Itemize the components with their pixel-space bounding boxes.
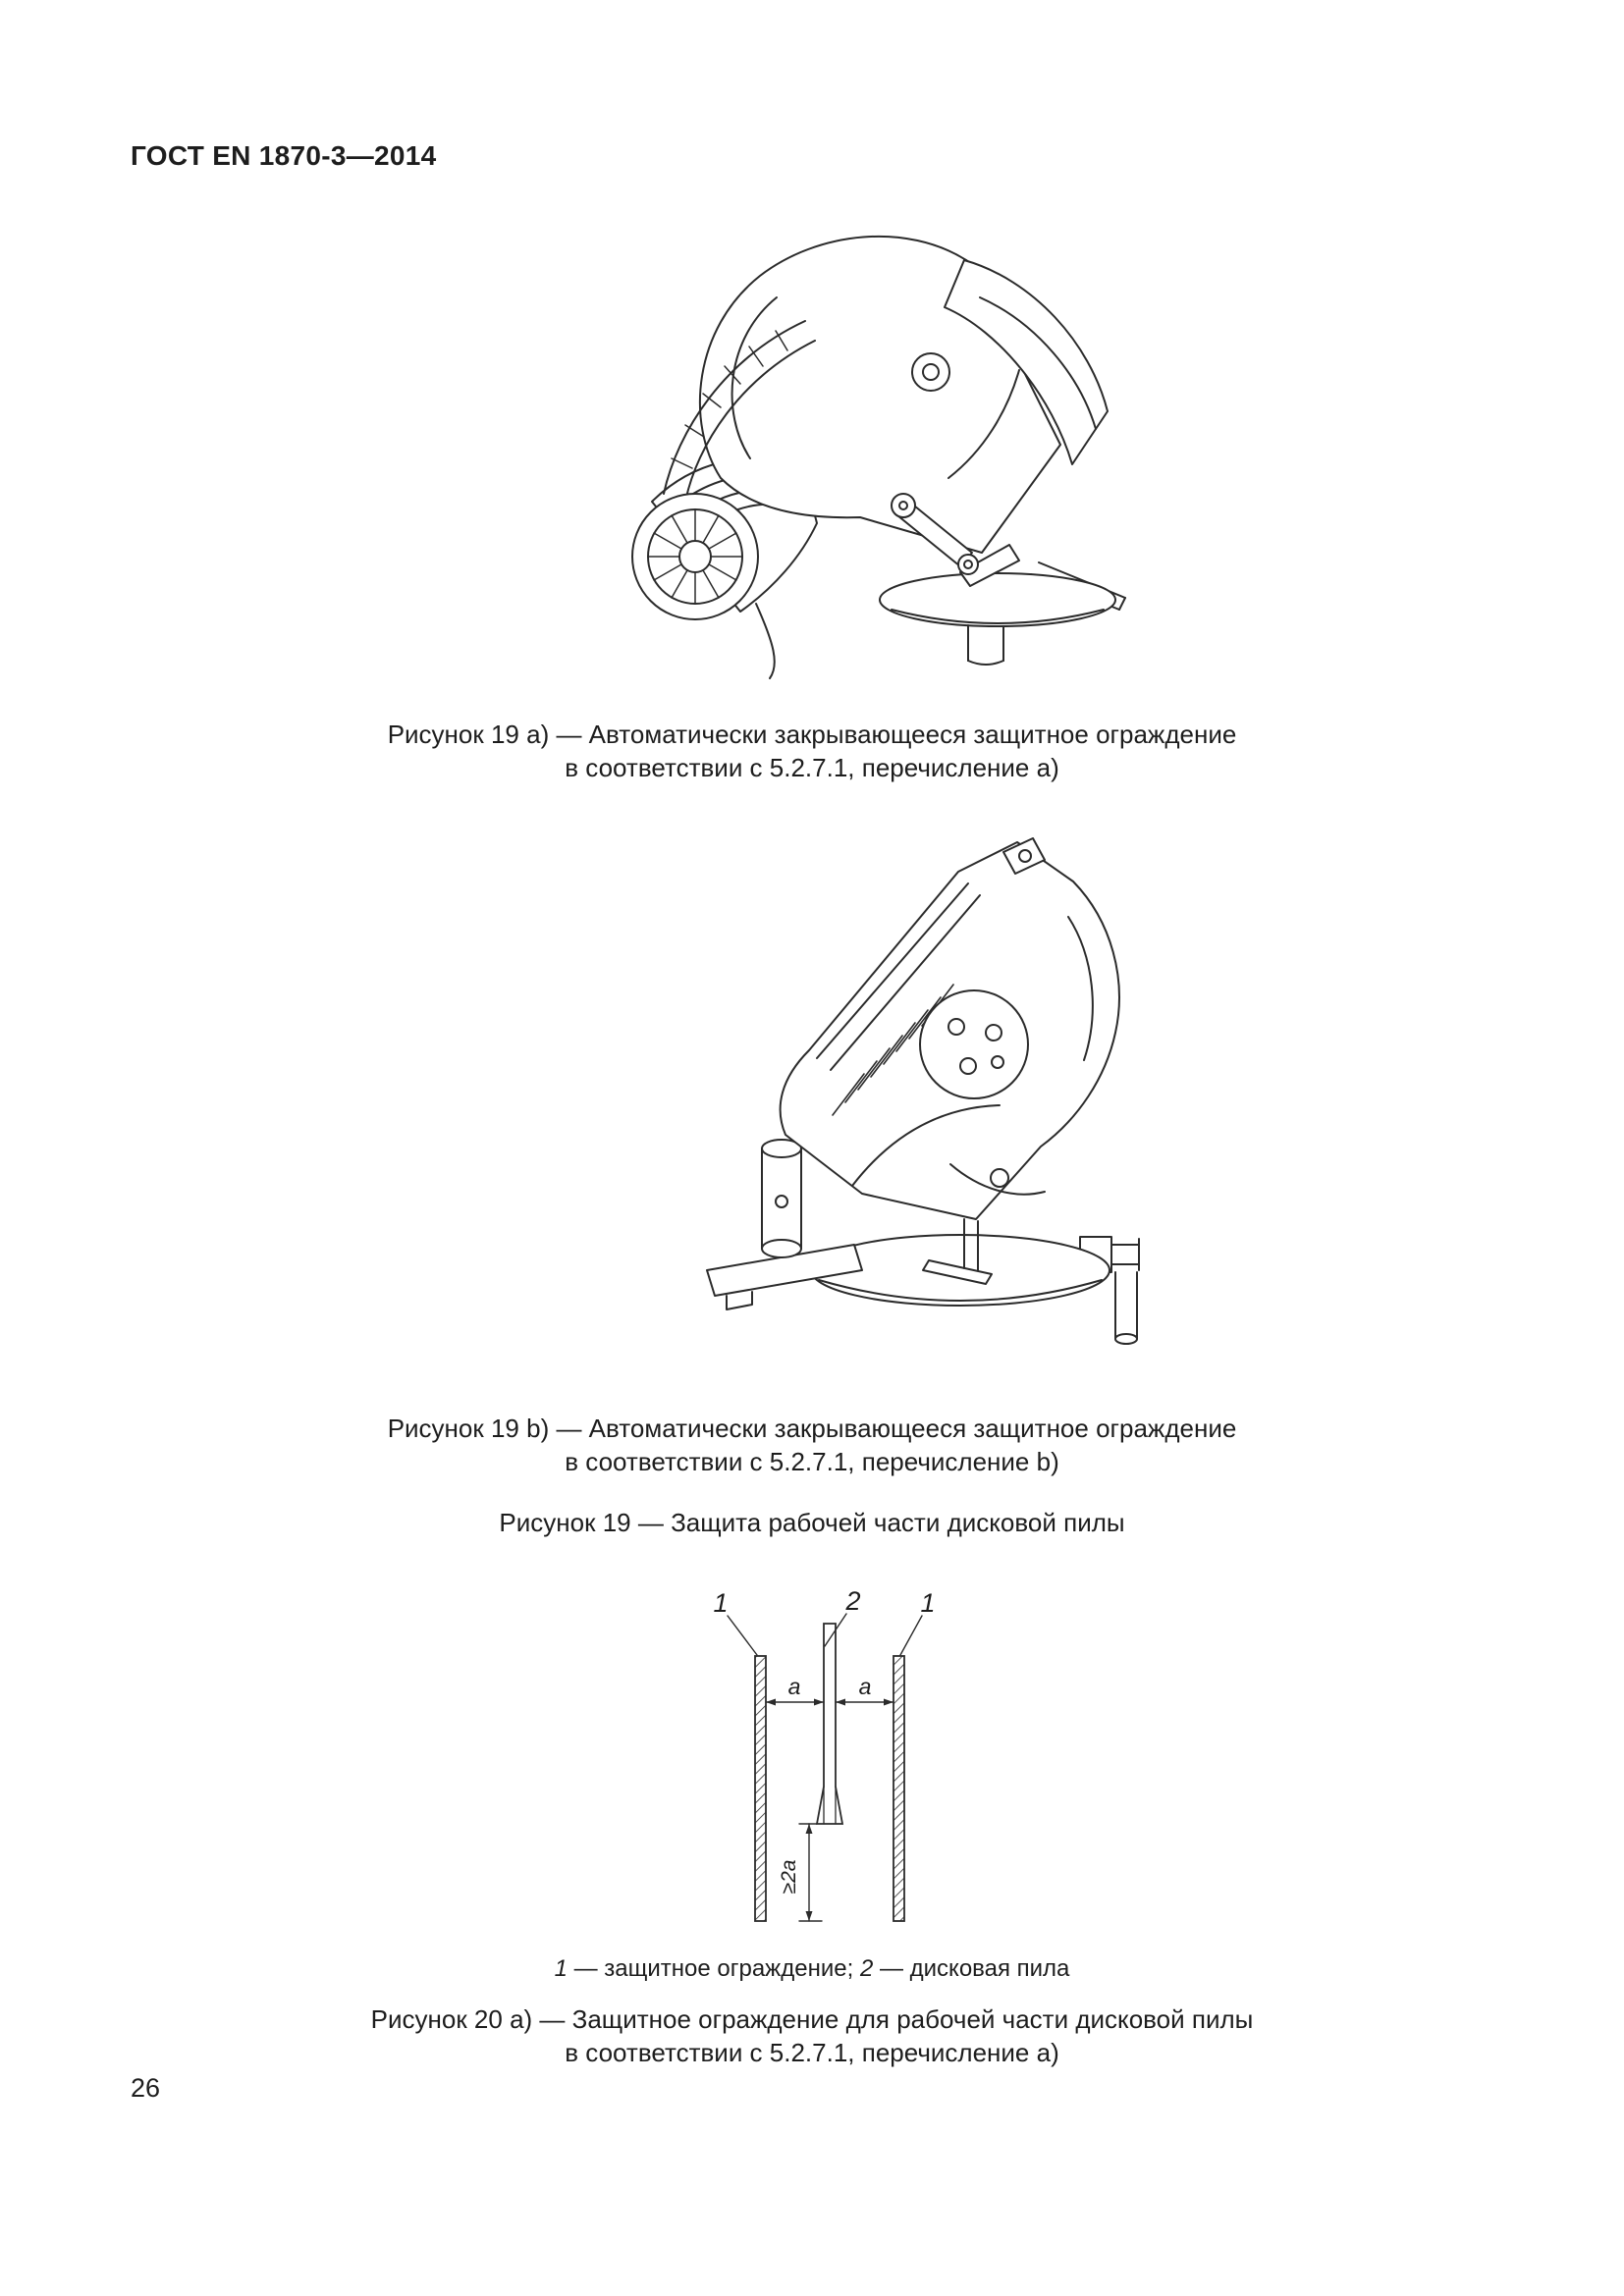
fence-rail-end — [1119, 598, 1125, 610]
figure-19a-caption — [0, 718, 1624, 784]
figure-19-caption — [0, 1506, 1624, 1539]
miter-saw-guard-closed — [632, 237, 1125, 678]
plate-hole — [992, 1056, 1003, 1068]
arrowhead — [806, 1911, 813, 1921]
plate-hole — [948, 1019, 964, 1035]
figure-19b-caption — [0, 1412, 1624, 1478]
power-cord — [756, 604, 775, 678]
base-foot — [727, 1292, 752, 1309]
pivot-bolt — [991, 1169, 1008, 1187]
extension-ticks — [799, 1824, 822, 1921]
table-column — [968, 625, 1003, 661]
plate-hole — [960, 1058, 976, 1074]
figure-19a-caption-line-1: Рисунок 19 а) — Автоматически закрывающееся защитное ограждение — [387, 720, 1237, 749]
figure-20a-caption-line-2: в соответствии с 5.2.7.1, перечисление а) — [565, 2038, 1059, 2067]
arrowhead — [884, 1699, 893, 1706]
arbor-bolt-center — [923, 364, 939, 380]
document-header: ГОСТ EN 1870-3—2014 — [131, 140, 437, 171]
miter-saw-head-raised — [707, 838, 1139, 1344]
plate-hole — [986, 1025, 1001, 1041]
arrowhead — [836, 1699, 845, 1706]
guard-left-section — [755, 1656, 766, 1921]
figure-20a-legend — [0, 1955, 1624, 1983]
leader-line-1-left — [728, 1616, 757, 1655]
support-leg-foot — [1115, 1334, 1137, 1344]
linkage-pivot-center — [964, 561, 972, 568]
figure-20a-drawing — [665, 1573, 999, 1955]
figure-19b-drawing — [538, 811, 1147, 1380]
page-number: 26 — [131, 2073, 161, 2103]
figure-20a-caption-line-1: Рисунок 20 а) — Защитное ограждение для рабочей части дисковой пилы — [370, 2004, 1254, 2034]
figure-19b-caption-line-1: Рисунок 19 b) — Автоматически закрывающееся защитное ограждение — [387, 1414, 1237, 1443]
figure-19b-caption-line-2: в соответствии с 5.2.7.1, перечисление b) — [565, 1447, 1059, 1476]
table-column-base — [968, 661, 1003, 665]
clamp-knob-screw — [1019, 850, 1031, 862]
cylinder-knob — [776, 1196, 787, 1207]
label-guard-left: 1 — [713, 1588, 729, 1618]
support-leg — [1115, 1272, 1137, 1339]
turntable — [880, 573, 1115, 626]
figure-19a-caption-line-2: в соответствии с 5.2.7.1, перечисление а) — [565, 753, 1059, 782]
arrowhead — [766, 1699, 776, 1706]
support-cylinder-bottom — [762, 1240, 801, 1257]
label-dim-2a: ≥2a — [778, 1859, 800, 1895]
label-blade: 2 — [845, 1586, 861, 1616]
fan-hub — [679, 541, 711, 572]
center-plate — [920, 990, 1028, 1098]
label-dim-a-right: a — [858, 1674, 872, 1699]
arrowhead — [806, 1824, 813, 1834]
label-dim-a-left: a — [787, 1674, 801, 1699]
label-guard-right: 1 — [920, 1588, 936, 1618]
guard-blade-diagram — [728, 1614, 922, 1921]
legend-num-1: 1 — [554, 1955, 568, 1982]
arrowhead — [814, 1699, 824, 1706]
figure-20a-caption — [0, 2002, 1624, 2069]
legend-num-2: 2 — [859, 1955, 874, 1982]
saw-blade-section — [817, 1624, 842, 1824]
legend-text-2: — дисковая пила — [873, 1955, 1070, 1982]
figure-19a-drawing — [548, 211, 1127, 682]
legend-text-1: — защитное ограждение; — [567, 1955, 860, 1982]
figure-19-caption-line: Рисунок 19 — Защита рабочей части дисковой пилы — [499, 1508, 1125, 1537]
guard-right-section — [893, 1656, 904, 1921]
linkage-pivot-center — [899, 502, 907, 509]
leader-line-1-right — [900, 1616, 922, 1655]
